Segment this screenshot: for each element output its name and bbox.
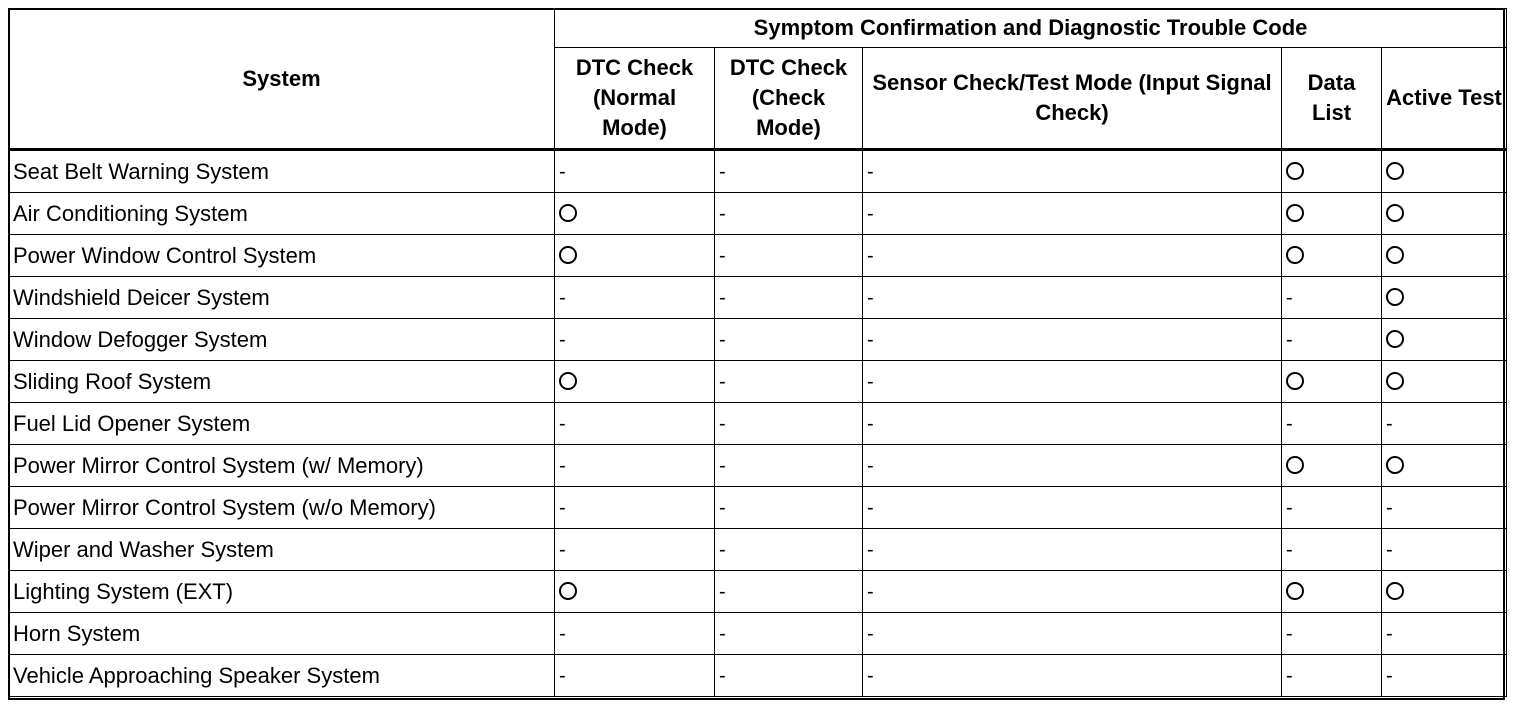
not-supported-dash: - [1386,539,1393,561]
not-supported-dash: - [559,161,566,183]
cell-data-list [1282,235,1382,277]
not-supported-dash: - [1386,665,1393,687]
not-supported-dash: - [719,245,726,267]
not-supported-dash: - [1286,623,1293,645]
cell-data-list [1282,319,1382,361]
cell-dtc-normal [555,445,715,487]
cell-dtc-normal [555,403,715,445]
cell-sensor-check [863,655,1282,697]
cell-dtc-check [715,361,863,403]
cell-dtc-check [715,487,863,529]
table-row [9,319,1507,361]
not-supported-dash: - [719,455,726,477]
not-supported-dash: - [1286,413,1293,435]
table-row [9,150,1507,193]
cell-data-list [1282,571,1382,613]
table-row [9,403,1507,445]
supported-circle-icon [1286,456,1304,474]
not-supported-dash: - [559,539,566,561]
cell-active-test [1382,529,1507,571]
cell-sensor-check [863,403,1282,445]
not-supported-dash: - [867,203,874,225]
not-supported-dash: - [719,581,726,603]
cell-data-list [1282,277,1382,319]
supported-circle-icon [1386,330,1404,348]
table-row [9,445,1507,487]
not-supported-dash: - [1286,665,1293,687]
not-supported-dash: - [719,497,726,519]
system-name-cell: Wiper and Washer System [9,529,555,571]
table-row [9,277,1507,319]
diagnostic-table [8,8,1507,697]
table-row [9,655,1507,697]
cell-active-test [1382,403,1507,445]
cell-data-list [1282,403,1382,445]
cell-active-test [1382,235,1507,277]
not-supported-dash: - [1386,497,1393,519]
not-supported-dash: - [1286,329,1293,351]
not-supported-dash: - [867,623,874,645]
supported-circle-icon [559,582,577,600]
system-name-cell: Power Window Control System [9,235,555,277]
cell-sensor-check [863,529,1282,571]
not-supported-dash: - [867,497,874,519]
not-supported-dash: - [867,371,874,393]
cell-data-list [1282,193,1382,235]
not-supported-dash: - [1286,497,1293,519]
not-supported-dash: - [559,329,566,351]
table-row [9,571,1507,613]
not-supported-dash: - [559,413,566,435]
not-supported-dash: - [719,623,726,645]
cell-active-test [1382,571,1507,613]
column-header-active-test: Active Test [1382,48,1507,150]
not-supported-dash: - [867,539,874,561]
cell-dtc-check [715,277,863,319]
cell-dtc-normal [555,487,715,529]
cell-sensor-check [863,277,1282,319]
system-name-cell: Fuel Lid Opener System [9,403,555,445]
system-name-cell: Vehicle Approaching Speaker System [9,655,555,697]
cell-sensor-check [863,235,1282,277]
system-name-cell: Horn System [9,613,555,655]
table-row [9,361,1507,403]
supported-circle-icon [1286,162,1304,180]
cell-sensor-check [863,361,1282,403]
not-supported-dash: - [867,413,874,435]
table-row [9,529,1507,571]
supported-circle-icon [1386,204,1404,222]
cell-active-test [1382,655,1507,697]
cell-active-test [1382,319,1507,361]
system-name-cell: Sliding Roof System [9,361,555,403]
system-column-header: System [9,9,555,150]
supported-circle-icon [1386,288,1404,306]
cell-dtc-check [715,571,863,613]
cell-dtc-normal [555,193,715,235]
supported-circle-icon [1286,204,1304,222]
cell-dtc-normal [555,150,715,193]
not-supported-dash: - [719,287,726,309]
supported-circle-icon [1386,582,1404,600]
cell-dtc-normal [555,235,715,277]
cell-sensor-check [863,150,1282,193]
system-name-cell: Air Conditioning System [9,193,555,235]
supported-circle-icon [1386,246,1404,264]
supported-circle-icon [1286,246,1304,264]
system-name-cell: Windshield Deicer System [9,277,555,319]
supported-circle-icon [1386,162,1404,180]
cell-dtc-check [715,193,863,235]
not-supported-dash: - [559,287,566,309]
supported-circle-icon [559,372,577,390]
cell-dtc-check [715,235,863,277]
cell-active-test [1382,150,1507,193]
system-name-cell: Lighting System (EXT) [9,571,555,613]
supported-circle-icon [1386,372,1404,390]
not-supported-dash: - [719,539,726,561]
not-supported-dash: - [867,245,874,267]
cell-active-test [1382,361,1507,403]
system-name-cell: Power Mirror Control System (w/o Memory) [9,487,555,529]
cell-data-list [1282,487,1382,529]
cell-data-list [1282,361,1382,403]
cell-data-list [1282,529,1382,571]
cell-active-test [1382,613,1507,655]
not-supported-dash: - [1386,413,1393,435]
cell-dtc-check [715,613,863,655]
supported-circle-icon [1286,372,1304,390]
cell-sensor-check [863,319,1282,361]
column-header-dtc-normal: DTC Check (Normal Mode) [555,48,715,150]
cell-dtc-normal [555,613,715,655]
not-supported-dash: - [1386,623,1393,645]
not-supported-dash: - [867,287,874,309]
not-supported-dash: - [867,665,874,687]
not-supported-dash: - [1286,287,1293,309]
cell-sensor-check [863,571,1282,613]
cell-sensor-check [863,445,1282,487]
not-supported-dash: - [719,161,726,183]
not-supported-dash: - [867,455,874,477]
not-supported-dash: - [559,623,566,645]
cell-active-test [1382,193,1507,235]
cell-data-list [1282,613,1382,655]
cell-active-test [1382,277,1507,319]
cell-dtc-normal [555,529,715,571]
system-name-cell: Seat Belt Warning System [9,150,555,193]
cell-sensor-check [863,613,1282,655]
supported-circle-icon [559,246,577,264]
cell-dtc-normal [555,571,715,613]
table-row [9,487,1507,529]
supported-circle-icon [559,204,577,222]
not-supported-dash: - [719,413,726,435]
cell-sensor-check [863,193,1282,235]
table-row [9,613,1507,655]
cell-dtc-normal [555,361,715,403]
not-supported-dash: - [559,455,566,477]
not-supported-dash: - [559,665,566,687]
group-header: Symptom Confirmation and Diagnostic Trouble Code [555,9,1507,48]
not-supported-dash: - [867,581,874,603]
not-supported-dash: - [719,665,726,687]
not-supported-dash: - [719,371,726,393]
not-supported-dash: - [867,161,874,183]
not-supported-dash: - [867,329,874,351]
cell-dtc-check [715,319,863,361]
table-row [9,193,1507,235]
cell-active-test [1382,487,1507,529]
not-supported-dash: - [719,203,726,225]
cell-dtc-normal [555,319,715,361]
not-supported-dash: - [1286,539,1293,561]
table-body [9,150,1507,697]
column-header-dtc-check: DTC Check (Check Mode) [715,48,863,150]
supported-circle-icon [1386,456,1404,474]
cell-sensor-check [863,487,1282,529]
column-header-data-list: Data List [1282,48,1382,150]
cell-dtc-normal [555,277,715,319]
supported-circle-icon [1286,582,1304,600]
cell-dtc-normal [555,655,715,697]
system-name-cell: Power Mirror Control System (w/ Memory) [9,445,555,487]
cell-dtc-check [715,403,863,445]
system-name-cell: Window Defogger System [9,319,555,361]
not-supported-dash: - [719,329,726,351]
cell-data-list [1282,445,1382,487]
cell-dtc-check [715,529,863,571]
cell-dtc-check [715,445,863,487]
cell-active-test [1382,445,1507,487]
cell-data-list [1282,655,1382,697]
cell-data-list [1282,150,1382,193]
not-supported-dash: - [559,497,566,519]
cell-dtc-check [715,150,863,193]
table-row [9,235,1507,277]
cell-dtc-check [715,655,863,697]
column-header-sensor-check: Sensor Check/Test Mode (Input Signal Check) [863,48,1282,150]
